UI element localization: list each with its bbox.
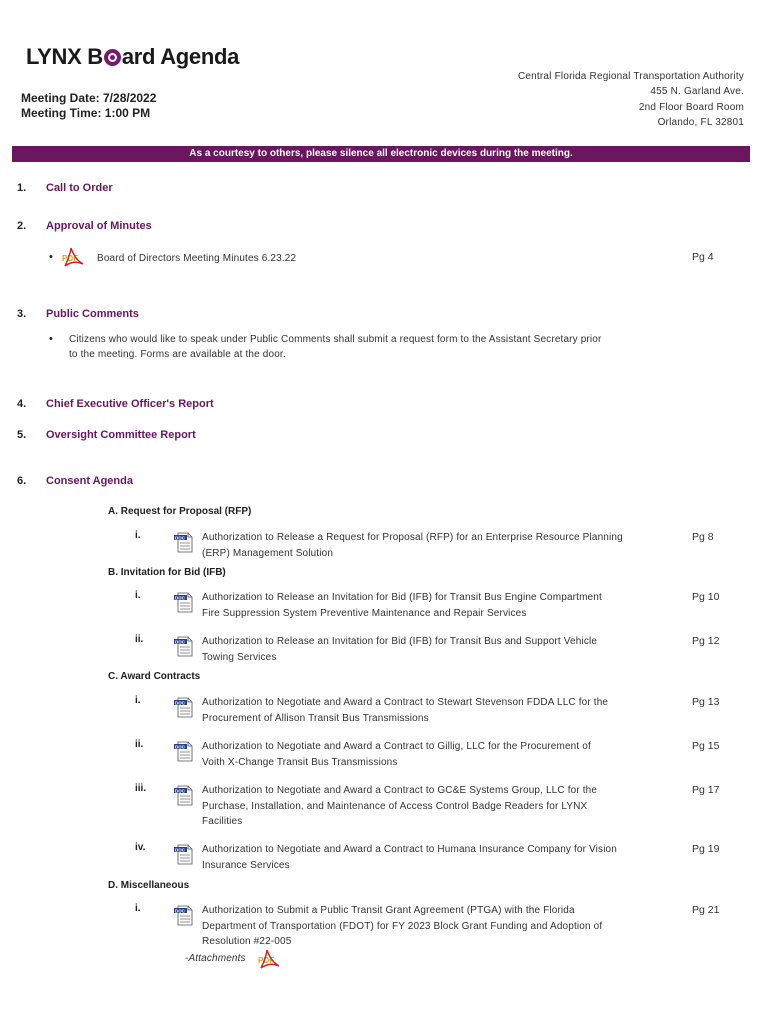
section-ceo-report: Chief Executive Officer's Report bbox=[46, 398, 214, 410]
item-description: Authorization to Release an Invitation for Bid (IFB) for Transit Bus and Support Vehicle bbox=[202, 636, 598, 647]
document-icon[interactable] bbox=[173, 784, 195, 811]
page-ref: Pg 13 bbox=[692, 696, 720, 708]
subsection-ifb: B. Invitation for Bid (IFB) bbox=[108, 567, 226, 578]
item-numeral: i. bbox=[135, 695, 141, 706]
item-description: Fire Suppression System Preventive Maintenance and Repair Services bbox=[202, 607, 527, 619]
item-description: Authorization to Negotiate and Award a Contract to Stewart Stevenson FDDA LLC for the bbox=[202, 697, 609, 708]
svg-text:DOC: DOC bbox=[175, 847, 185, 853]
item-numeral: ii. bbox=[135, 634, 144, 645]
item-description: Insurance Services bbox=[202, 859, 290, 871]
item-description: Authorization to Release a Request for Proposal (RFP) for an Enterprise Resource Planning bbox=[202, 532, 623, 543]
lynx-logo-icon bbox=[104, 49, 121, 66]
address-line-4: Orlando, FL 32801 bbox=[657, 117, 744, 128]
item-numeral: i. bbox=[135, 530, 141, 541]
page-ref: Pg 21 bbox=[692, 904, 720, 916]
section-approval-of-minutes: Approval of Minutes bbox=[46, 220, 152, 232]
page-ref: Pg 10 bbox=[692, 591, 720, 603]
item-description: Authorization to Submit a Public Transit Grant Agreement (PTGA) with the Florida bbox=[202, 905, 575, 916]
item-description: Voith X-Change Transit Bus Transmissions bbox=[202, 756, 398, 768]
svg-text:DOC: DOC bbox=[175, 908, 185, 914]
section-number: 1. bbox=[17, 182, 27, 194]
section-call-to-order: Call to Order bbox=[46, 182, 113, 194]
address-line-1: Central Florida Regional Transportation Authority bbox=[517, 71, 744, 82]
public-comments-text-1: Citizens who would like to speak under Public Comments shall submit a request form to the Assistant Secretary prior bbox=[69, 334, 602, 345]
page-ref: Pg 17 bbox=[692, 784, 720, 796]
item-description: Department of Transportation (FDOT) for FY 2023 Block Grant Funding and Adoption of bbox=[202, 920, 603, 932]
svg-text:PDF: PDF bbox=[62, 254, 78, 263]
page-ref: Pg 4 bbox=[692, 251, 714, 263]
section-number: 4. bbox=[17, 398, 27, 410]
section-public-comments: Public Comments bbox=[46, 308, 139, 320]
attachments-label: -Attachments bbox=[185, 953, 246, 964]
page-ref: Pg 19 bbox=[692, 843, 720, 855]
section-number: 5. bbox=[17, 429, 27, 441]
subsection-award-contracts: C. Award Contracts bbox=[108, 671, 201, 682]
public-comments-text-2: to the meeting. Forms are available at the door. bbox=[69, 349, 286, 360]
svg-text:DOC: DOC bbox=[175, 744, 185, 750]
svg-text:PDF: PDF bbox=[258, 956, 274, 965]
address-line-2: 455 N. Garland Ave. bbox=[650, 86, 744, 97]
document-icon[interactable] bbox=[173, 696, 195, 723]
meeting-date: Meeting Date: 7/28/2022 bbox=[21, 91, 157, 105]
item-description: Resolution #22-005 bbox=[202, 936, 292, 947]
item-numeral: i. bbox=[135, 903, 141, 914]
item-description: Authorization to Negotiate and Award a Contract to GC&E Systems Group, LLC for the bbox=[202, 785, 598, 796]
courtesy-banner: As a courtesy to others, please silence all electronic devices during the meeting. bbox=[12, 146, 750, 162]
address-line-3: 2nd Floor Board Room bbox=[638, 102, 744, 113]
item-description: (ERP) Management Solution bbox=[202, 547, 334, 559]
item-description: Procurement of Allison Transit Bus Transmissions bbox=[202, 712, 429, 724]
svg-text:DOC: DOC bbox=[175, 639, 185, 645]
document-icon[interactable] bbox=[173, 740, 195, 767]
page-ref: Pg 12 bbox=[692, 635, 720, 647]
document-icon[interactable] bbox=[173, 904, 195, 931]
item-numeral: ii. bbox=[135, 739, 144, 750]
item-description: Facilities bbox=[202, 816, 243, 827]
bullet: • bbox=[49, 333, 53, 345]
svg-text:DOC: DOC bbox=[175, 788, 185, 794]
lynx-board-agenda-logo: LYNX B ard Agenda bbox=[26, 44, 240, 69]
section-number: 3. bbox=[17, 308, 27, 320]
item-description: Purchase, Installation, and Maintenance of Access Control Badge Readers for LYNX bbox=[202, 800, 588, 812]
document-icon[interactable] bbox=[173, 843, 195, 870]
item-description: Authorization to Negotiate and Award a Contract to Gillig, LLC for the Procurement of bbox=[202, 741, 591, 752]
item-description: Authorization to Negotiate and Award a Contract to Humana Insurance Company for Vision bbox=[202, 844, 617, 855]
page-ref: Pg 8 bbox=[692, 531, 714, 543]
bullet: • bbox=[49, 251, 53, 263]
document-icon[interactable] bbox=[173, 635, 195, 662]
item-numeral: i. bbox=[135, 590, 141, 601]
meeting-time: Meeting Time: 1:00 PM bbox=[21, 106, 151, 120]
attachments-pdf-icon[interactable] bbox=[258, 948, 280, 975]
section-oversight-committee: Oversight Committee Report bbox=[46, 429, 196, 441]
item-description: Authorization to Release an Invitation for Bid (IFB) for Transit Bus Engine Compartment bbox=[202, 592, 602, 603]
document-icon[interactable] bbox=[173, 591, 195, 618]
item-description: Towing Services bbox=[202, 651, 277, 663]
item-numeral: iv. bbox=[135, 842, 146, 853]
pdf-icon[interactable] bbox=[62, 246, 84, 273]
svg-text:DOC: DOC bbox=[175, 700, 185, 706]
page-ref: Pg 15 bbox=[692, 740, 720, 752]
svg-text:DOC: DOC bbox=[175, 595, 185, 601]
subsection-rfp: A. Request for Proposal (RFP) bbox=[108, 506, 252, 517]
item-numeral: iii. bbox=[135, 783, 147, 794]
section-consent-agenda: Consent Agenda bbox=[46, 475, 133, 487]
section-number: 6. bbox=[17, 475, 27, 487]
document-icon[interactable] bbox=[173, 531, 195, 558]
minutes-link[interactable]: Board of Directors Meeting Minutes 6.23.22 bbox=[97, 253, 297, 264]
subsection-miscellaneous: D. Miscellaneous bbox=[108, 880, 190, 891]
section-number: 2. bbox=[17, 220, 27, 232]
svg-text:DOC: DOC bbox=[175, 535, 185, 541]
